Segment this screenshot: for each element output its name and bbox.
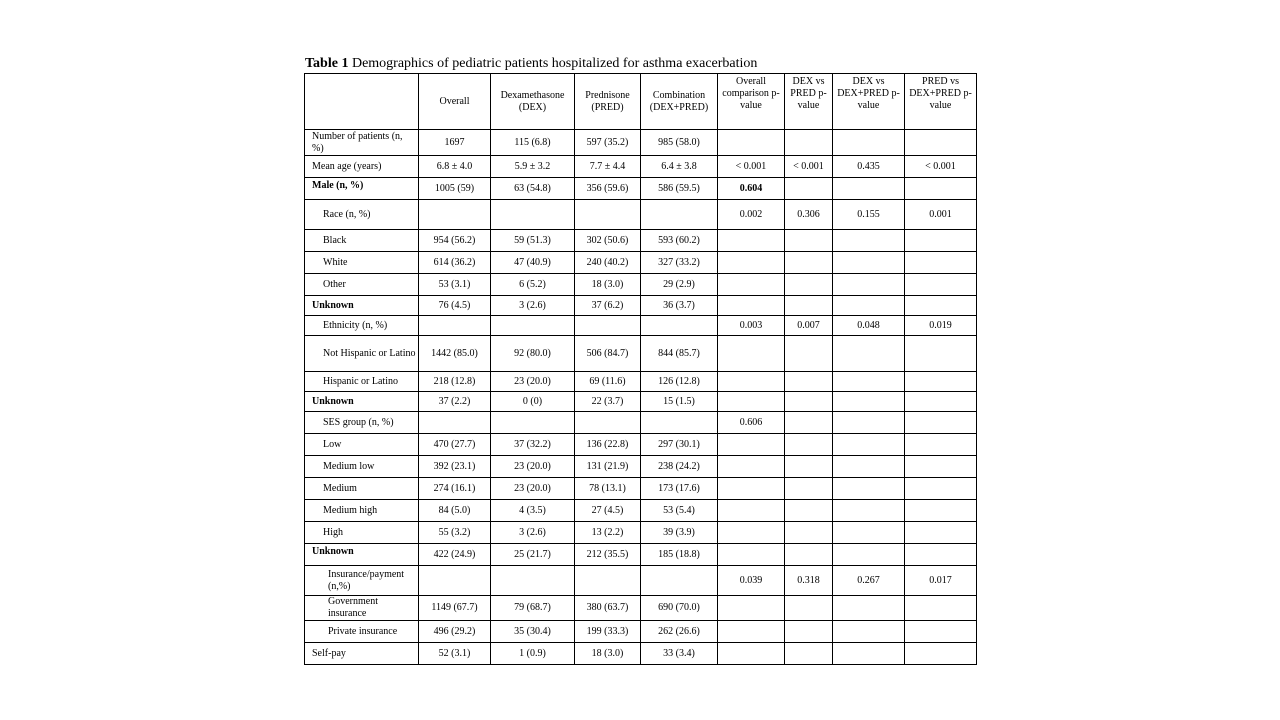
table-row bbox=[305, 621, 977, 643]
table-cell: 506 (84.7) bbox=[575, 336, 641, 372]
table-cell bbox=[833, 130, 905, 156]
table-cell: 0.017 bbox=[905, 566, 977, 596]
table-cell bbox=[833, 434, 905, 456]
table-cell bbox=[718, 500, 785, 522]
table-cell: 23 (20.0) bbox=[491, 478, 575, 500]
table-cell: 131 (21.9) bbox=[575, 456, 641, 478]
row-label: Number of patients (n, %) bbox=[305, 130, 419, 156]
table-cell bbox=[785, 434, 833, 456]
table-cell: 212 (35.5) bbox=[575, 544, 641, 566]
table-cell: 126 (12.8) bbox=[641, 372, 718, 392]
table-cell: 0.001 bbox=[905, 200, 977, 230]
table-cell bbox=[785, 456, 833, 478]
table-cell: 0.002 bbox=[718, 200, 785, 230]
column-header bbox=[305, 74, 419, 130]
table-cell: 0.318 bbox=[785, 566, 833, 596]
table-cell: 0.019 bbox=[905, 316, 977, 336]
column-header: Overall bbox=[419, 74, 491, 130]
table-cell bbox=[718, 434, 785, 456]
table-cell: 1149 (67.7) bbox=[419, 596, 491, 621]
table-cell bbox=[785, 643, 833, 665]
row-label: Unknown bbox=[305, 544, 419, 566]
row-label: Race (n, %) bbox=[305, 200, 419, 230]
table-cell bbox=[718, 643, 785, 665]
table-cell bbox=[718, 296, 785, 316]
table-cell: 262 (26.6) bbox=[641, 621, 718, 643]
table-cell: 470 (27.7) bbox=[419, 434, 491, 456]
table-row bbox=[305, 566, 977, 596]
table-cell bbox=[833, 621, 905, 643]
table-cell bbox=[785, 500, 833, 522]
table-cell: 1005 (59) bbox=[419, 178, 491, 200]
table-cell bbox=[491, 412, 575, 434]
table-cell bbox=[833, 274, 905, 296]
table-cell bbox=[833, 230, 905, 252]
table-cell bbox=[785, 130, 833, 156]
row-label: White bbox=[305, 252, 419, 274]
table-cell bbox=[833, 500, 905, 522]
table-row bbox=[305, 500, 977, 522]
table-cell bbox=[641, 316, 718, 336]
table-cell bbox=[785, 274, 833, 296]
column-header: PRED vs DEX+PRED p-value bbox=[905, 74, 977, 130]
table-cell: 496 (29.2) bbox=[419, 621, 491, 643]
table-cell: 985 (58.0) bbox=[641, 130, 718, 156]
table-cell: 23 (20.0) bbox=[491, 456, 575, 478]
table-cell bbox=[718, 544, 785, 566]
table-cell: 84 (5.0) bbox=[419, 500, 491, 522]
table-row bbox=[305, 478, 977, 500]
table-row bbox=[305, 130, 977, 156]
table-cell: 690 (70.0) bbox=[641, 596, 718, 621]
table-cell bbox=[491, 566, 575, 596]
table-cell: 13 (2.2) bbox=[575, 522, 641, 544]
row-label: Government insurance bbox=[305, 596, 419, 621]
table-cell: 6 (5.2) bbox=[491, 274, 575, 296]
table-row bbox=[305, 434, 977, 456]
table-row bbox=[305, 643, 977, 665]
table-cell: 0 (0) bbox=[491, 392, 575, 412]
table-cell: 422 (24.9) bbox=[419, 544, 491, 566]
table-cell bbox=[833, 544, 905, 566]
table-cell: 7.7 ± 4.4 bbox=[575, 156, 641, 178]
table-cell: 33 (3.4) bbox=[641, 643, 718, 665]
table-cell bbox=[785, 544, 833, 566]
table-cell: 136 (22.8) bbox=[575, 434, 641, 456]
table-row bbox=[305, 336, 977, 372]
table-cell bbox=[641, 566, 718, 596]
table-cell bbox=[905, 412, 977, 434]
table-cell: 53 (3.1) bbox=[419, 274, 491, 296]
table-cell bbox=[718, 456, 785, 478]
row-label: Unknown bbox=[305, 296, 419, 316]
table-cell: 5.9 ± 3.2 bbox=[491, 156, 575, 178]
table-cell bbox=[491, 316, 575, 336]
table-cell: 392 (23.1) bbox=[419, 456, 491, 478]
column-header: DEX vs PRED p-value bbox=[785, 74, 833, 130]
column-header: Combination (DEX+PRED) bbox=[641, 74, 718, 130]
table-cell: 63 (54.8) bbox=[491, 178, 575, 200]
table-row bbox=[305, 522, 977, 544]
row-label: Mean age (years) bbox=[305, 156, 419, 178]
table-cell bbox=[905, 392, 977, 412]
table-cell bbox=[785, 372, 833, 392]
table-cell bbox=[833, 178, 905, 200]
table-cell: 274 (16.1) bbox=[419, 478, 491, 500]
table-cell: 22 (3.7) bbox=[575, 392, 641, 412]
table-cell: 1442 (85.0) bbox=[419, 336, 491, 372]
table-cell bbox=[785, 296, 833, 316]
table-cell bbox=[491, 200, 575, 230]
table-cell: 18 (3.0) bbox=[575, 643, 641, 665]
table-cell bbox=[575, 412, 641, 434]
table-cell: 47 (40.9) bbox=[491, 252, 575, 274]
table-cell bbox=[905, 336, 977, 372]
table-cell: 954 (56.2) bbox=[419, 230, 491, 252]
row-label: Not Hispanic or Latino bbox=[305, 336, 419, 372]
table-cell: 27 (4.5) bbox=[575, 500, 641, 522]
table-cell bbox=[785, 621, 833, 643]
table-cell: 76 (4.5) bbox=[419, 296, 491, 316]
table-cell: 4 (3.5) bbox=[491, 500, 575, 522]
table-caption-title: Demographics of pediatric patients hospitalized for asthma exacerbation bbox=[351, 56, 758, 71]
table-row bbox=[305, 274, 977, 296]
table-cell bbox=[785, 230, 833, 252]
table-row bbox=[305, 372, 977, 392]
table-cell: 302 (50.6) bbox=[575, 230, 641, 252]
table-cell: 39 (3.9) bbox=[641, 522, 718, 544]
table-cell bbox=[905, 621, 977, 643]
row-label: Ethnicity (n, %) bbox=[305, 316, 419, 336]
table-cell bbox=[785, 412, 833, 434]
table-cell bbox=[785, 252, 833, 274]
table-cell bbox=[785, 336, 833, 372]
table-cell bbox=[905, 230, 977, 252]
table-cell bbox=[905, 500, 977, 522]
table-cell bbox=[833, 296, 905, 316]
table-cell bbox=[718, 372, 785, 392]
table-cell: 199 (33.3) bbox=[575, 621, 641, 643]
table-cell bbox=[718, 130, 785, 156]
table-row bbox=[305, 200, 977, 230]
table-cell bbox=[905, 178, 977, 200]
row-label: Medium bbox=[305, 478, 419, 500]
table-cell bbox=[419, 566, 491, 596]
row-label: Male (n, %) bbox=[305, 178, 419, 200]
table-cell: 55 (3.2) bbox=[419, 522, 491, 544]
demographics-table bbox=[304, 73, 977, 665]
table-cell: 1697 bbox=[419, 130, 491, 156]
table-cell bbox=[641, 200, 718, 230]
table-cell: 0.267 bbox=[833, 566, 905, 596]
table-cell: 173 (17.6) bbox=[641, 478, 718, 500]
table-cell: 3 (2.6) bbox=[491, 296, 575, 316]
row-label: SES group (n, %) bbox=[305, 412, 419, 434]
table-cell bbox=[833, 478, 905, 500]
table-cell: < 0.001 bbox=[785, 156, 833, 178]
table-cell: 0.306 bbox=[785, 200, 833, 230]
table-cell bbox=[785, 392, 833, 412]
table-cell: 36 (3.7) bbox=[641, 296, 718, 316]
table-cell: 69 (11.6) bbox=[575, 372, 641, 392]
table-cell bbox=[718, 336, 785, 372]
table-row bbox=[305, 412, 977, 434]
table-cell bbox=[905, 372, 977, 392]
table-cell: 23 (20.0) bbox=[491, 372, 575, 392]
table-cell: 59 (51.3) bbox=[491, 230, 575, 252]
table-cell: 844 (85.7) bbox=[641, 336, 718, 372]
table-cell bbox=[905, 434, 977, 456]
table-cell: 37 (2.2) bbox=[419, 392, 491, 412]
table-cell bbox=[833, 412, 905, 434]
row-label: Low bbox=[305, 434, 419, 456]
row-label: Insurance/payment (n,%) bbox=[305, 566, 419, 596]
table-cell bbox=[905, 544, 977, 566]
table-cell bbox=[905, 596, 977, 621]
table-cell: 6.8 ± 4.0 bbox=[419, 156, 491, 178]
table-row bbox=[305, 156, 977, 178]
table-cell: 3 (2.6) bbox=[491, 522, 575, 544]
table-row bbox=[305, 392, 977, 412]
column-header: Overall comparison p-value bbox=[718, 74, 785, 130]
table-cell: 6.4 ± 3.8 bbox=[641, 156, 718, 178]
table-cell bbox=[785, 178, 833, 200]
row-label: Self-pay bbox=[305, 643, 419, 665]
table-cell bbox=[641, 412, 718, 434]
table-cell: 18 (3.0) bbox=[575, 274, 641, 296]
table-cell: 0.007 bbox=[785, 316, 833, 336]
table-cell: 37 (6.2) bbox=[575, 296, 641, 316]
table-cell bbox=[833, 372, 905, 392]
table-cell bbox=[905, 130, 977, 156]
table-cell: 0.435 bbox=[833, 156, 905, 178]
table-row bbox=[305, 230, 977, 252]
table-caption-label: Table 1 bbox=[305, 56, 349, 71]
table-cell: 614 (36.2) bbox=[419, 252, 491, 274]
table-row bbox=[305, 544, 977, 566]
header-row bbox=[305, 74, 977, 130]
table-caption bbox=[305, 56, 757, 72]
column-header: Prednisone (PRED) bbox=[575, 74, 641, 130]
table-cell: 115 (6.8) bbox=[491, 130, 575, 156]
table-cell bbox=[718, 392, 785, 412]
table-row bbox=[305, 456, 977, 478]
table-cell bbox=[833, 252, 905, 274]
table-cell: 52 (3.1) bbox=[419, 643, 491, 665]
table-cell: 25 (21.7) bbox=[491, 544, 575, 566]
table-cell bbox=[718, 230, 785, 252]
table-cell: 597 (35.2) bbox=[575, 130, 641, 156]
table-cell bbox=[785, 478, 833, 500]
table-row bbox=[305, 252, 977, 274]
table-cell: 238 (24.2) bbox=[641, 456, 718, 478]
table-cell: 240 (40.2) bbox=[575, 252, 641, 274]
table-cell: < 0.001 bbox=[718, 156, 785, 178]
table-cell: 37 (32.2) bbox=[491, 434, 575, 456]
table-cell: 593 (60.2) bbox=[641, 230, 718, 252]
table-cell bbox=[905, 643, 977, 665]
table-cell: 35 (30.4) bbox=[491, 621, 575, 643]
table-cell: 327 (33.2) bbox=[641, 252, 718, 274]
table-row bbox=[305, 178, 977, 200]
table-cell bbox=[419, 412, 491, 434]
table-cell bbox=[833, 456, 905, 478]
table-cell: 1 (0.9) bbox=[491, 643, 575, 665]
row-label: Hispanic or Latino bbox=[305, 372, 419, 392]
table-cell bbox=[905, 252, 977, 274]
table-cell: 0.604 bbox=[718, 178, 785, 200]
table-cell bbox=[833, 392, 905, 412]
table-cell bbox=[575, 316, 641, 336]
table-cell bbox=[419, 316, 491, 336]
column-header: DEX vs DEX+PRED p-value bbox=[833, 74, 905, 130]
table-cell bbox=[575, 566, 641, 596]
table-cell bbox=[833, 336, 905, 372]
table-cell: 0.606 bbox=[718, 412, 785, 434]
table-cell bbox=[718, 478, 785, 500]
table-cell bbox=[833, 643, 905, 665]
table-cell: 92 (80.0) bbox=[491, 336, 575, 372]
row-label: Black bbox=[305, 230, 419, 252]
row-label: Medium high bbox=[305, 500, 419, 522]
row-label: High bbox=[305, 522, 419, 544]
table-cell: 297 (30.1) bbox=[641, 434, 718, 456]
table-cell: 53 (5.4) bbox=[641, 500, 718, 522]
table-row bbox=[305, 596, 977, 621]
table-cell: 586 (59.5) bbox=[641, 178, 718, 200]
table-cell bbox=[718, 596, 785, 621]
table-cell bbox=[905, 478, 977, 500]
table-cell bbox=[785, 522, 833, 544]
table-cell bbox=[575, 200, 641, 230]
table-cell bbox=[718, 522, 785, 544]
table-cell bbox=[905, 274, 977, 296]
column-header: Dexamethasone (DEX) bbox=[491, 74, 575, 130]
table-cell bbox=[785, 596, 833, 621]
table-row bbox=[305, 316, 977, 336]
row-label: Unknown bbox=[305, 392, 419, 412]
table-cell bbox=[833, 522, 905, 544]
table-cell: 15 (1.5) bbox=[641, 392, 718, 412]
table-cell: 0.003 bbox=[718, 316, 785, 336]
table-cell bbox=[833, 596, 905, 621]
row-label: Other bbox=[305, 274, 419, 296]
table-cell bbox=[718, 621, 785, 643]
table-cell bbox=[905, 296, 977, 316]
table-cell bbox=[419, 200, 491, 230]
table-cell: 380 (63.7) bbox=[575, 596, 641, 621]
table-cell: 29 (2.9) bbox=[641, 274, 718, 296]
table-cell: < 0.001 bbox=[905, 156, 977, 178]
table-cell bbox=[905, 522, 977, 544]
table-cell: 79 (68.7) bbox=[491, 596, 575, 621]
table-cell: 0.155 bbox=[833, 200, 905, 230]
table-cell: 218 (12.8) bbox=[419, 372, 491, 392]
table-cell bbox=[718, 252, 785, 274]
table-cell bbox=[905, 456, 977, 478]
table-cell: 78 (13.1) bbox=[575, 478, 641, 500]
table-row bbox=[305, 296, 977, 316]
table-cell: 185 (18.8) bbox=[641, 544, 718, 566]
table-cell: 0.048 bbox=[833, 316, 905, 336]
table-cell: 356 (59.6) bbox=[575, 178, 641, 200]
row-label: Medium low bbox=[305, 456, 419, 478]
table-cell: 0.039 bbox=[718, 566, 785, 596]
row-label: Private insurance bbox=[305, 621, 419, 643]
table-cell bbox=[718, 274, 785, 296]
